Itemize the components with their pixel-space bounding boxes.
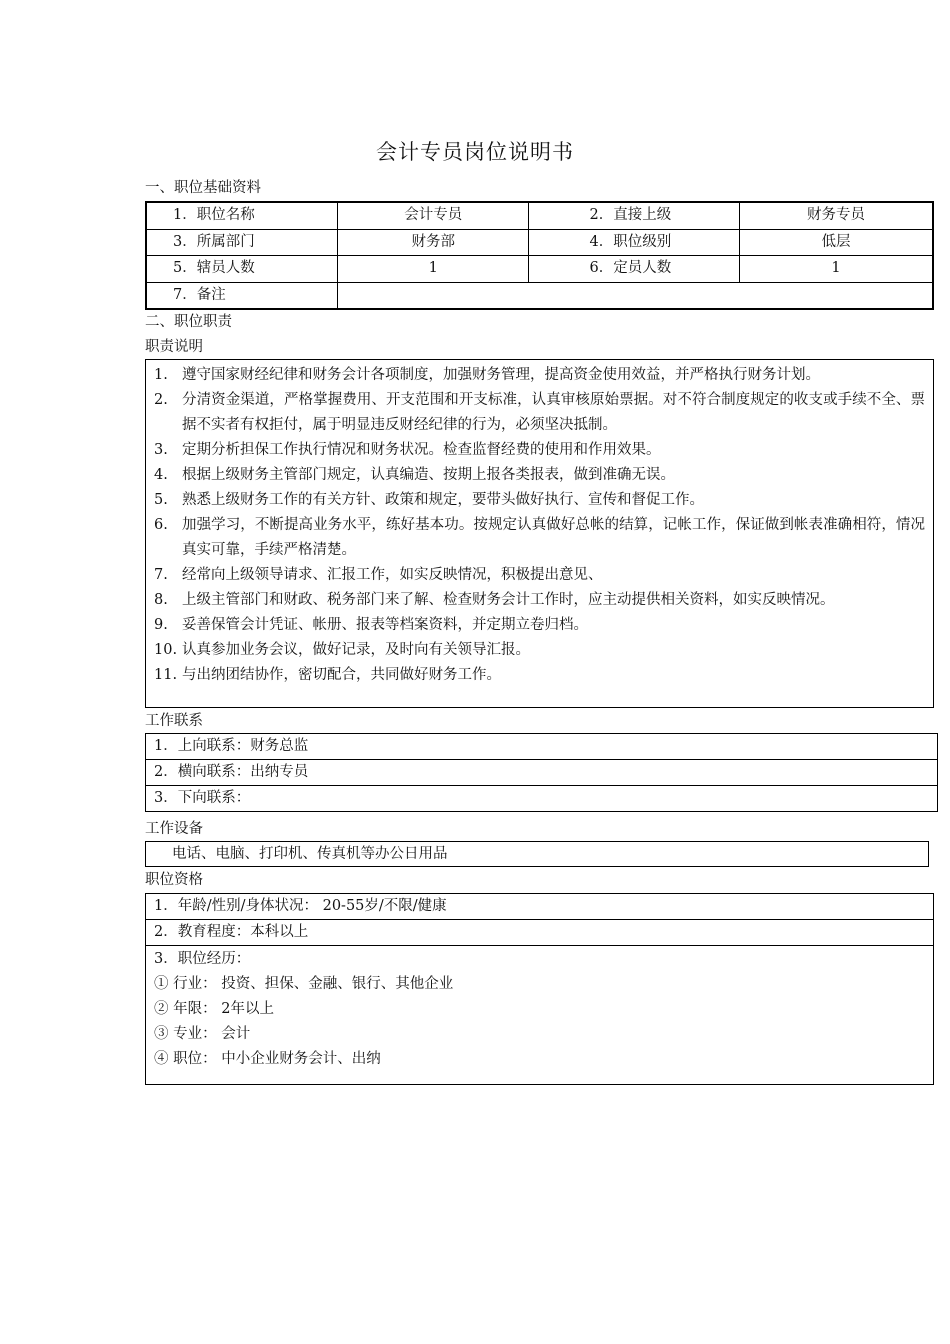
section-basic-label: 一、职位基础资料 [145,180,261,196]
field-value: 财务部 [338,229,529,256]
list-text: 认真参加业务会议，做好记录，及时向有关领导汇报。 [182,642,530,658]
field-value: 会计专员 [338,202,529,229]
list-text: 与出纳团结协作，密切配合，共同做好财务工作。 [182,667,501,683]
list-text: 遵守国家财经纪律和财务会计各项制度，加强财务管理，提高资金使用效益，并严格执行财务计划。 [182,367,820,383]
basic-info-table [145,201,934,310]
field-value: 1 [338,256,529,283]
experience-item: ② 年限： 2年以上 [154,1001,274,1017]
list-number: 2. [154,392,168,408]
experience-title: 3．职位经历： [154,951,251,967]
contact-item: 3．下向联系： [146,786,938,812]
field-label: 7．备注 [146,282,338,309]
page-title: 会计专员岗位说明书 [376,140,574,164]
list-text: 妥善保管会计凭证、帐册、报表等档案资料，并定期立卷归档。 [182,617,588,633]
list-number: 9. [154,617,168,633]
experience-item: ① 行业： 投资、担保、金融、银行、其他企业 [154,976,454,992]
duties-box [145,359,934,708]
field-value-remarks [338,282,933,309]
contacts-table [145,733,938,812]
field-value: 财务专员 [740,202,933,229]
table-row [146,920,934,946]
table-row [146,229,933,256]
equipment-box: 电话、电脑、打印机、传真机等办公日用品 [145,841,929,867]
qualifications-table [145,893,934,1085]
list-text: 加强学习，不断提高业务水平，练好基本功。按规定认真做好总帐的结算，记帐工作，保证做到帐表准确相符，情况真实可靠，手续严格清楚。 [182,517,925,558]
list-item [154,488,925,513]
qualification-item: 2．教育程度：本科以上 [146,920,934,946]
table-row [146,786,938,812]
qualification-item: 1．年龄/性别/身体状况： 20-55岁/不限/健康 [146,894,934,920]
list-item [154,638,925,663]
experience-cell [146,946,934,1085]
list-number: 8. [154,592,168,608]
list-item [154,363,925,388]
list-number: 6. [154,517,168,533]
contact-item: 2．横向联系：出纳专员 [146,760,938,786]
table-row [146,256,933,283]
section-qualifications-label: 职位资格 [145,872,203,888]
list-number: 7. [154,567,168,583]
table-row [146,946,934,1085]
field-label: 4．职位级别 [529,229,740,256]
section-equipment-label: 工作设备 [145,821,203,837]
list-text: 分清资金渠道，严格掌握费用、开支范围和开支标准，认真审核原始票据。对不符合制度规定的收支或手续不全、票据不实者有权拒付，属于明显违反财经纪律的行为，必须坚决抵制。 [182,392,925,433]
list-item [154,463,925,488]
field-label: 3．所属部门 [146,229,338,256]
list-item [154,438,925,463]
field-value: 1 [740,256,933,283]
list-number: 3. [154,442,168,458]
field-label: 2．直接上级 [529,202,740,229]
section-contacts-label: 工作联系 [145,713,203,729]
field-label: 6．定员人数 [529,256,740,283]
field-value: 低层 [740,229,933,256]
list-text: 熟悉上级财务工作的有关方针、政策和规定，要带头做好执行、宣传和督促工作。 [182,492,704,508]
list-item [154,613,925,638]
list-number: 10. [154,642,178,658]
list-item [154,588,925,613]
list-number: 11. [154,667,178,683]
list-item [154,563,925,588]
field-label: 5．辖员人数 [146,256,338,283]
list-number: 1. [154,367,168,383]
table-row [146,734,938,760]
list-text: 上级主管部门和财政、税务部门来了解、检查财务会计工作时，应主动提供相关资料，如实反映情况。 [182,592,835,608]
list-item [154,663,925,688]
table-row [146,282,933,309]
list-text: 定期分析担保工作执行情况和财务状况。检查监督经费的使用和作用效果。 [182,442,661,458]
list-item [154,388,925,438]
list-number: 5. [154,492,168,508]
table-row [146,760,938,786]
field-label: 1．职位名称 [146,202,338,229]
list-item [154,513,925,563]
list-text: 根据上级财务主管部门规定，认真编造、按期上报各类报表，做到准确无误。 [182,467,675,483]
section-duties-label: 二、职位职责 [145,314,232,330]
table-row [146,894,934,920]
list-number: 4. [154,467,168,483]
experience-item: ③ 专业： 会计 [154,1026,251,1042]
list-text: 经常向上级领导请求、汇报工作，如实反映情况，积极提出意见、 [182,567,603,583]
table-row [146,202,933,229]
experience-item: ④ 职位： 中小企业财务会计、出纳 [154,1051,381,1067]
contact-item: 1．上向联系：财务总监 [146,734,938,760]
duties-subtitle: 职责说明 [145,339,203,355]
